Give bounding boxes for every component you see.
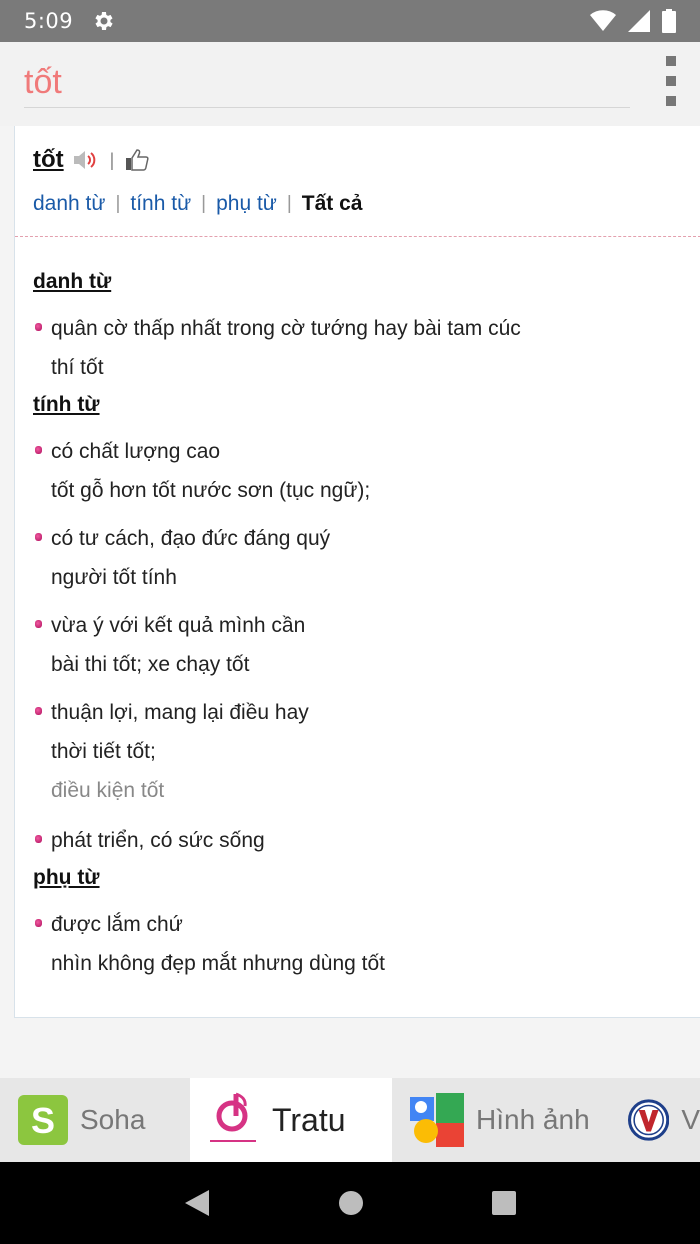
sense-example: thí tốt bbox=[51, 356, 104, 379]
sense-example: nhìn không đẹp mắt nhưng dùng tốt bbox=[51, 952, 385, 975]
sense-item bbox=[33, 611, 683, 680]
headword-row bbox=[33, 146, 150, 174]
sense-item bbox=[33, 698, 683, 806]
tab-hinh-anh[interactable] bbox=[392, 1078, 608, 1162]
sense-meaning: phát triển, có sức sống bbox=[51, 829, 265, 852]
sense-meaning: được lắm chứ bbox=[51, 913, 183, 936]
menu-dot-icon bbox=[666, 96, 676, 106]
home-icon[interactable] bbox=[337, 1189, 365, 1217]
sense-meaning: thuận lợi, mang lại điều hay bbox=[51, 701, 309, 724]
overflow-menu-button[interactable] bbox=[664, 56, 678, 106]
tab-danh-tu[interactable]: danh từ bbox=[33, 192, 106, 215]
recents-icon[interactable] bbox=[491, 1190, 517, 1216]
back-icon[interactable] bbox=[183, 1188, 211, 1218]
sense-item bbox=[33, 826, 683, 856]
pos-heading-adjective: tính từ bbox=[33, 393, 100, 416]
tab-label: Tratu bbox=[272, 1101, 346, 1138]
bullet-icon bbox=[35, 707, 42, 715]
sense-example: bài thi tốt; xe chạy tốt bbox=[51, 653, 250, 676]
google-images-icon bbox=[410, 1093, 464, 1147]
tab-soha[interactable] bbox=[0, 1078, 190, 1162]
speaker-icon[interactable] bbox=[72, 148, 100, 172]
signal-icon bbox=[628, 10, 650, 32]
sense-example: tốt gỗ hơn tốt nước sơn (tục ngữ); bbox=[51, 479, 371, 502]
pos-tabs bbox=[33, 192, 363, 216]
pos-heading-noun: danh từ bbox=[33, 270, 112, 293]
sense-example: thời tiết tốt; bbox=[51, 740, 156, 763]
dictionary-entry bbox=[14, 126, 700, 1018]
divider bbox=[15, 236, 700, 237]
status-time: 5:09 bbox=[24, 9, 74, 33]
source-tabs bbox=[0, 1078, 700, 1162]
tab-tat-ca[interactable]: Tất cả bbox=[301, 192, 363, 215]
bullet-icon bbox=[35, 323, 42, 331]
bullet-icon bbox=[35, 446, 42, 454]
sense-meaning: quân cờ thấp nhất trong cờ tướng hay bài tam cúc bbox=[51, 317, 521, 340]
tab-separator: | bbox=[115, 193, 121, 214]
tab-phu-tu[interactable]: phụ từ bbox=[216, 192, 277, 215]
sense-item bbox=[33, 910, 683, 979]
tab-tratu[interactable] bbox=[190, 1078, 392, 1162]
tab-tinh-tu[interactable]: tính từ bbox=[130, 192, 192, 215]
tab-separator: | bbox=[201, 193, 207, 214]
bullet-icon bbox=[35, 533, 42, 541]
tab-label: V bbox=[681, 1104, 700, 1135]
navigation-bar bbox=[0, 1162, 700, 1244]
sense-item bbox=[33, 524, 683, 593]
status-bar bbox=[0, 0, 700, 42]
wifi-icon bbox=[590, 10, 616, 32]
search-input[interactable] bbox=[24, 58, 630, 108]
search-bar bbox=[0, 42, 700, 126]
sense-item bbox=[33, 314, 683, 383]
menu-dot-icon bbox=[666, 56, 676, 66]
svg-text:S: S bbox=[30, 1100, 56, 1141]
sense-meaning: có tư cách, đạo đức đáng quý bbox=[51, 527, 331, 550]
definitions bbox=[33, 266, 683, 979]
thumbs-up-icon[interactable] bbox=[124, 147, 150, 173]
gear-icon bbox=[91, 9, 115, 33]
sense-meaning: vừa ý với kết quả mình cần bbox=[51, 614, 306, 637]
sense-item bbox=[33, 437, 683, 506]
headword[interactable]: tốt bbox=[33, 146, 64, 173]
bullet-icon bbox=[35, 620, 42, 628]
pos-heading-adverb: phụ từ bbox=[33, 866, 100, 889]
separator: | bbox=[109, 149, 115, 170]
bullet-icon bbox=[35, 919, 42, 927]
tab-label: Soha bbox=[80, 1104, 146, 1135]
soha-logo-icon bbox=[18, 1095, 68, 1145]
vdict-logo-icon bbox=[628, 1093, 669, 1147]
sense-example: điều kiện tốt bbox=[51, 779, 165, 802]
menu-dot-icon bbox=[666, 76, 676, 86]
tratu-logo-icon bbox=[206, 1090, 260, 1150]
sense-meaning: có chất lượng cao bbox=[51, 440, 221, 463]
battery-icon bbox=[662, 9, 676, 33]
sense-example: người tốt tính bbox=[51, 566, 177, 589]
tab-vdict[interactable] bbox=[608, 1078, 700, 1162]
tab-separator: | bbox=[286, 193, 292, 214]
tab-label: Hình ảnh bbox=[476, 1104, 590, 1135]
bullet-icon bbox=[35, 835, 42, 843]
